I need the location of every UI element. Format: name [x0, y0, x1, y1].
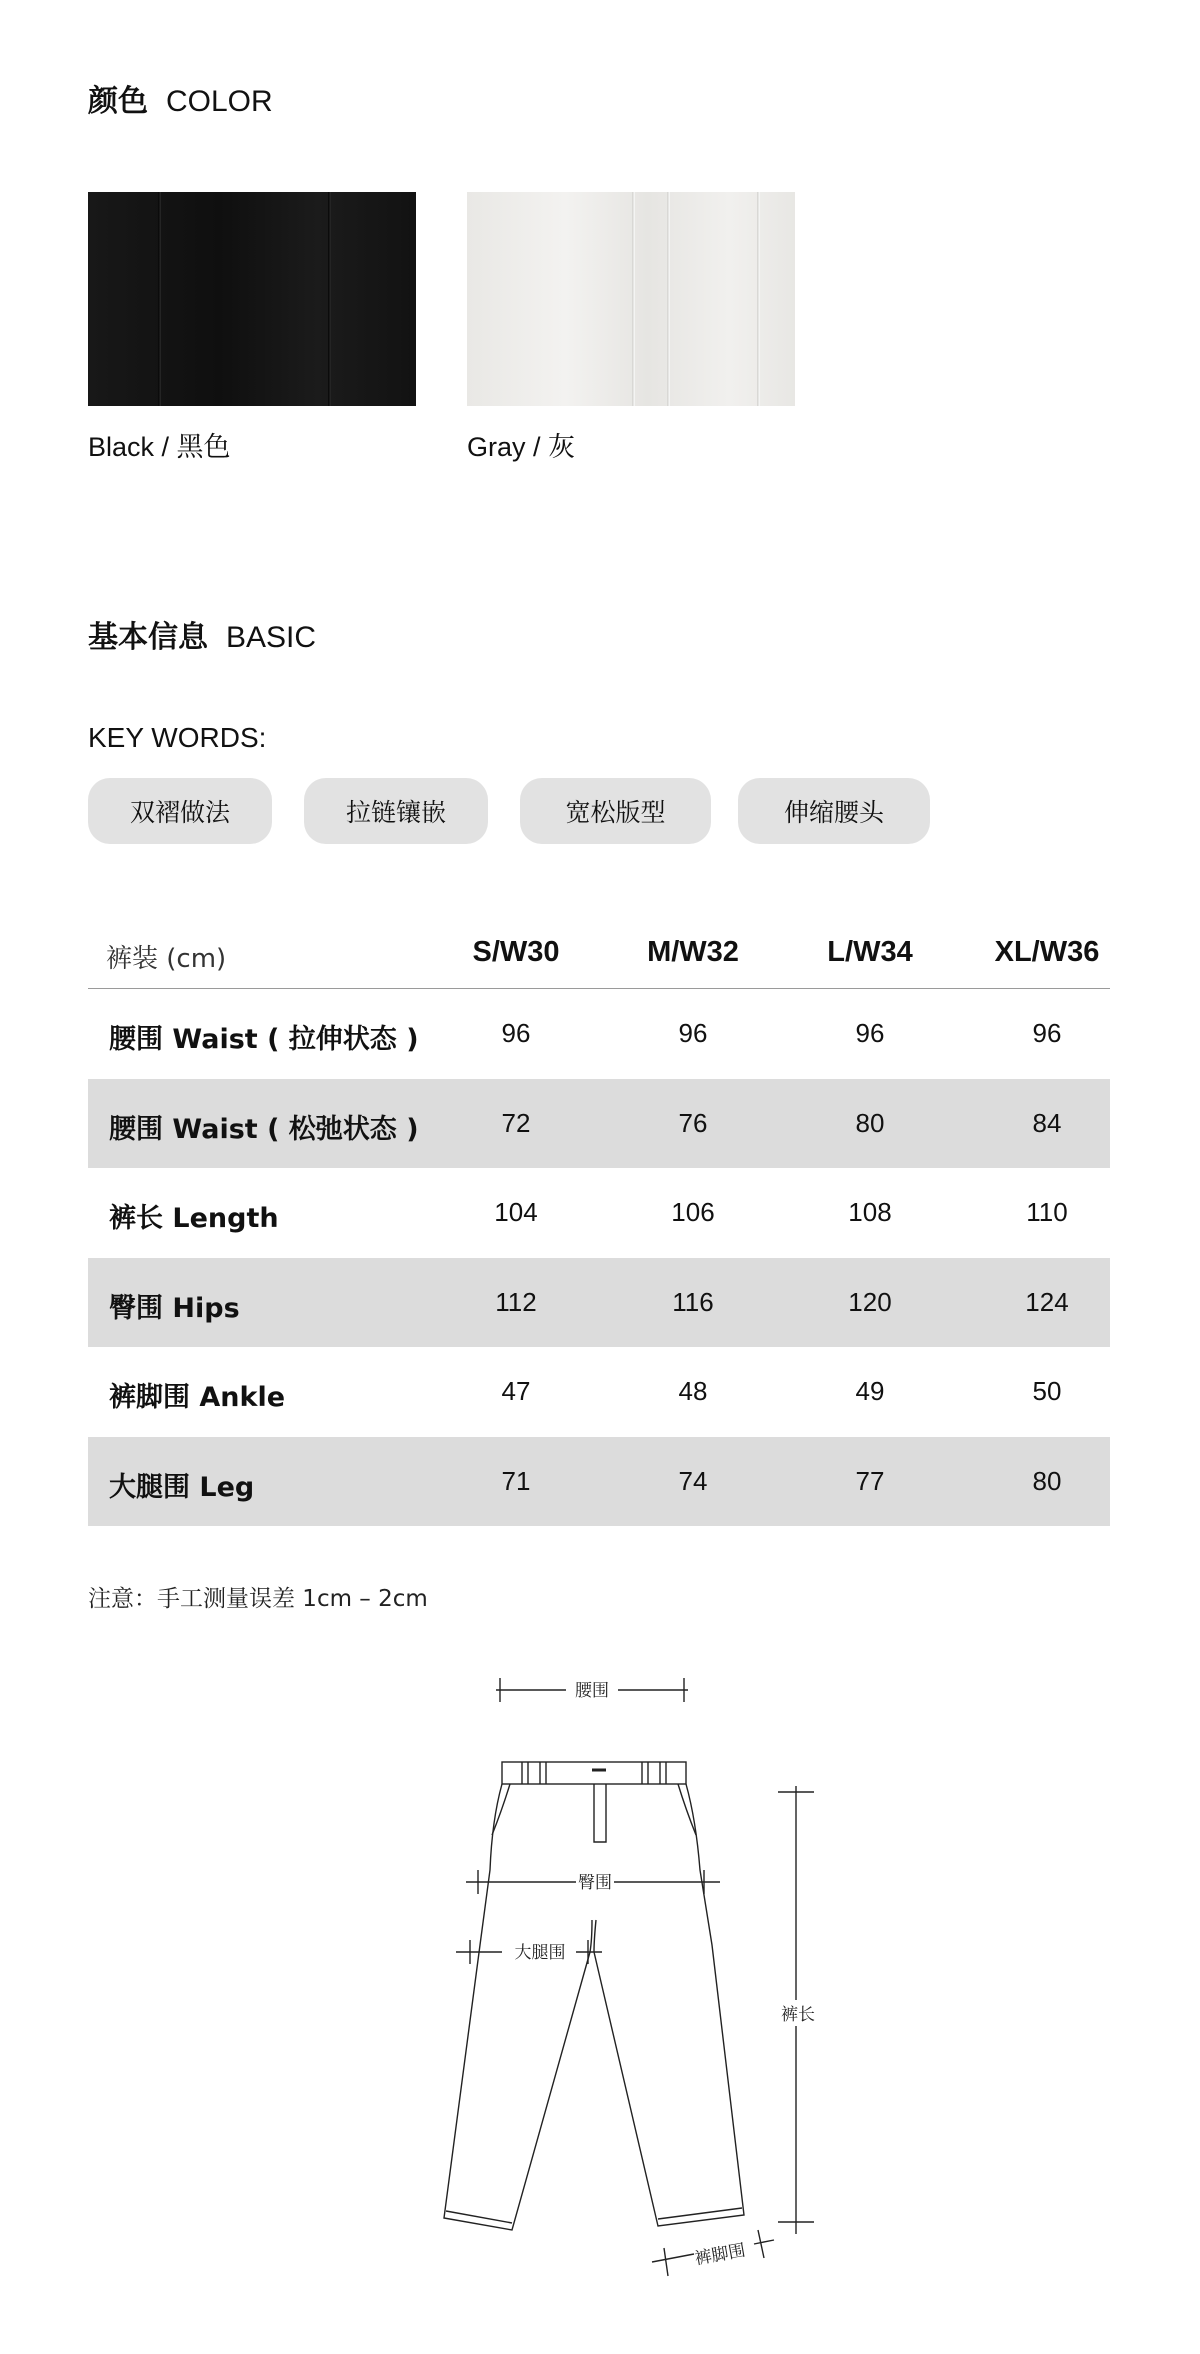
- cell-value: 110: [1026, 1197, 1068, 1227]
- header-size-m: M/W32: [647, 936, 739, 968]
- header-garment-unit: 裤装 (cm): [106, 944, 227, 974]
- row-label: 臀围 Hips: [109, 1292, 240, 1324]
- cell-value: 80: [855, 1107, 885, 1138]
- cell-value: 74: [678, 1465, 708, 1496]
- cell-value: 96: [855, 1018, 885, 1048]
- gray-swatch-label: Gray / 灰: [467, 432, 576, 462]
- basic-title-zh: 基本信息: [88, 620, 208, 655]
- size-table: [88, 918, 1110, 1526]
- cell-value: 96: [1032, 1018, 1062, 1048]
- thigh-label: 大腿围: [514, 1943, 566, 1963]
- table-row-length: [88, 1168, 1110, 1258]
- color-section-title: [88, 76, 273, 120]
- fabric-fold: [158, 192, 161, 406]
- black-swatch-image[interactable]: [88, 192, 416, 406]
- cell-value: 108: [848, 1197, 892, 1227]
- cell-value: 49: [855, 1376, 885, 1406]
- pants-measurement-diagram: [430, 1670, 850, 2280]
- table-row-leg: [88, 1437, 1110, 1527]
- length-label: 裤长: [781, 2005, 815, 2025]
- header-size-xl: XL/W36: [994, 936, 1100, 968]
- header-size-s: S/W30: [472, 936, 560, 968]
- fabric-fold: [667, 192, 670, 406]
- basic-section-title: [88, 612, 316, 656]
- cell-value: 77: [855, 1465, 885, 1496]
- fabric-fold: [632, 192, 635, 406]
- cell-value: 47: [501, 1376, 531, 1406]
- fabric-fold: [757, 192, 760, 406]
- cell-value: 71: [501, 1465, 531, 1496]
- ankle-label: 裤脚围: [693, 2240, 748, 2270]
- cell-value: 116: [672, 1286, 714, 1317]
- cell-value: 50: [1032, 1376, 1062, 1406]
- cell-value: 124: [1025, 1286, 1069, 1317]
- table-row-waist-relaxed: [88, 1079, 1110, 1169]
- cell-value: 120: [848, 1286, 892, 1317]
- color-title-zh: 颜色: [88, 84, 148, 119]
- cell-value: 96: [678, 1018, 708, 1048]
- table-row-hips: [88, 1258, 1110, 1348]
- table-row-waist-stretched: [88, 989, 1110, 1079]
- row-label: 腰围 Waist ( 松弛状态 ): [109, 1113, 419, 1145]
- header-size-l: L/W34: [827, 936, 913, 968]
- cell-value: 96: [501, 1018, 531, 1048]
- gray-swatch-image[interactable]: [467, 192, 795, 406]
- cell-value: 84: [1032, 1107, 1062, 1138]
- row-label: 裤长 Length: [109, 1203, 279, 1234]
- color-title-en: COLOR: [166, 85, 273, 118]
- basic-title-en: BASIC: [226, 621, 317, 654]
- cell-value: 106: [671, 1197, 715, 1227]
- keyword-tag-double-pleat: 双褶做法: [88, 778, 272, 844]
- keyword-tag-loose-fit: 宽松版型: [520, 778, 711, 844]
- row-label: 大腿围 Leg: [109, 1471, 255, 1503]
- cell-value: 80: [1032, 1465, 1062, 1496]
- size-table-header: [88, 918, 1110, 989]
- row-label: 腰围 Waist ( 拉伸状态 ): [109, 1024, 419, 1055]
- waist-label: 腰围: [575, 1681, 609, 1701]
- keyword-tag-elastic-waist: 伸缩腰头: [738, 778, 930, 844]
- keyword-tag-zipper: 拉链镶嵌: [304, 778, 488, 844]
- measurement-note: 注意：手工测量误差 1cm – 2cm: [88, 1586, 428, 1612]
- table-row-ankle: [88, 1347, 1110, 1437]
- cell-value: 112: [495, 1286, 537, 1317]
- cell-value: 48: [678, 1376, 708, 1406]
- row-label: 裤脚围 Ankle: [109, 1382, 286, 1413]
- pants-outline: [444, 1762, 744, 2230]
- cell-value: 104: [494, 1197, 538, 1227]
- keywords-label: KEY WORDS:: [88, 722, 267, 753]
- cell-value: 76: [678, 1107, 708, 1138]
- cell-value: 72: [501, 1107, 531, 1138]
- hips-label: 臀围: [578, 1873, 612, 1893]
- fabric-fold: [328, 192, 331, 406]
- black-swatch-label: Black / 黑色: [88, 432, 231, 462]
